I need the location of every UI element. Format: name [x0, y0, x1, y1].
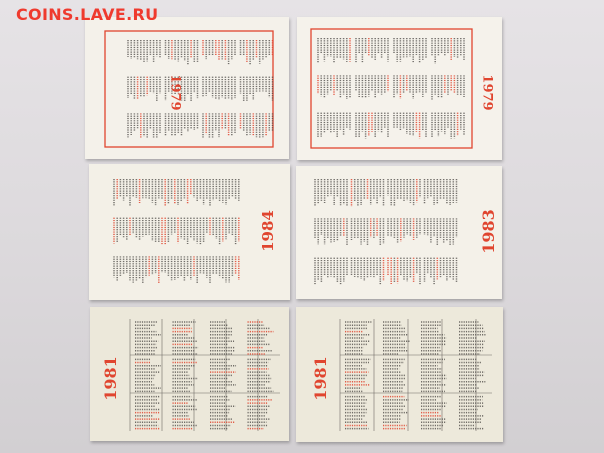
calendar-year: 1981: [100, 356, 120, 401]
calendar-year: 1979: [479, 74, 495, 111]
calendar-card-top-left: [85, 17, 289, 159]
calendar-grid: [85, 17, 289, 159]
calendar-grid: [90, 307, 289, 441]
calendar-grid: [296, 166, 502, 299]
calendar-card-top-right: [297, 17, 502, 160]
calendar-year: 1981: [310, 356, 330, 401]
calendar-grid: [297, 17, 502, 160]
site-watermark: COINS.LAVE.RU: [16, 5, 159, 24]
calendar-card-bottom-left: [90, 307, 289, 441]
calendar-card-middle-left: [89, 164, 290, 300]
calendar-year: 1979: [167, 74, 183, 111]
calendar-year: 1984: [258, 210, 277, 252]
calendar-card-middle-right: [296, 166, 502, 299]
calendar-year: 1983: [478, 209, 498, 254]
calendar-card-bottom-right: [296, 307, 503, 442]
